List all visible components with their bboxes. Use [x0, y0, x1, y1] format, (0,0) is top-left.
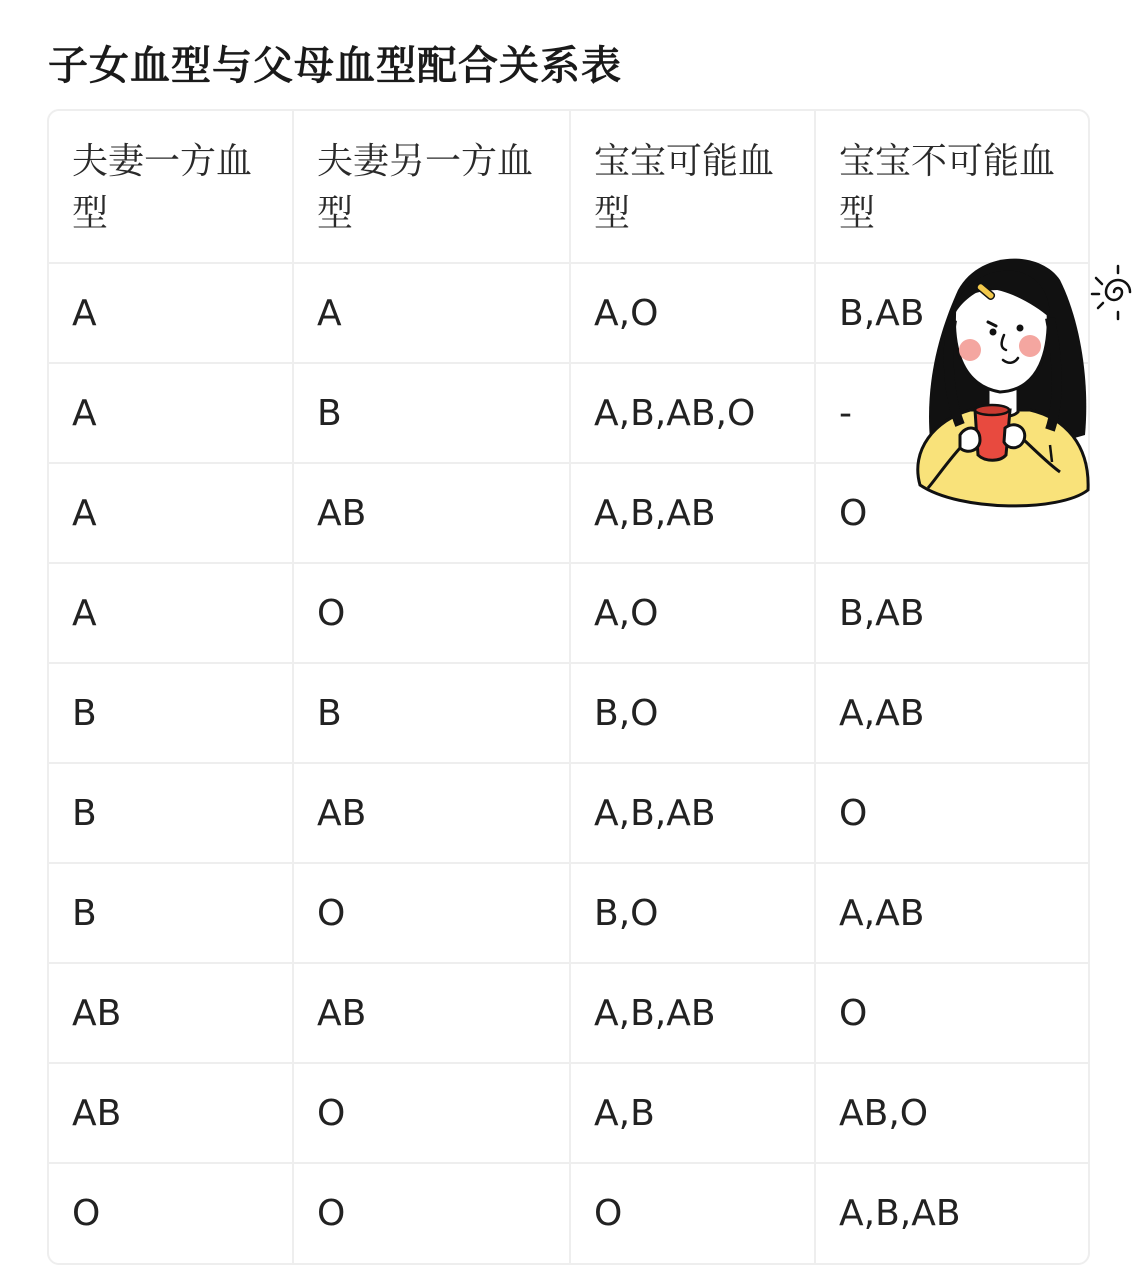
cell-parent-two: O [293, 1063, 570, 1163]
cell-possible: A,B,AB,O [570, 363, 815, 463]
cell-impossible: A,AB [815, 863, 1088, 963]
table-row [49, 463, 1088, 563]
cell-impossible: O [815, 463, 1088, 563]
table-row [49, 563, 1088, 663]
table-row [49, 363, 1088, 463]
header-parent-two: 夫妻另一方血型 [293, 111, 570, 263]
cell-impossible: - [815, 363, 1088, 463]
header-impossible-child: 宝宝不可能血型 [815, 111, 1088, 263]
blood-type-table-container [47, 109, 1090, 1265]
header-parent-one: 夫妻一方血型 [49, 111, 293, 263]
cell-parent-two: AB [293, 963, 570, 1063]
cell-parent-one: B [49, 863, 293, 963]
cell-parent-one: B [49, 663, 293, 763]
cell-parent-one: A [49, 263, 293, 363]
cell-impossible: A,AB [815, 663, 1088, 763]
cell-parent-one: A [49, 363, 293, 463]
cell-parent-one: AB [49, 963, 293, 1063]
dizzy-sparkle-icon [1088, 262, 1137, 322]
table-row [49, 1063, 1088, 1163]
cell-parent-two: B [293, 363, 570, 463]
cell-parent-one: A [49, 463, 293, 563]
cell-possible: O [570, 1163, 815, 1263]
page-title: 子女血型与父母血型配合关系表 [48, 43, 622, 89]
cell-parent-two: B [293, 663, 570, 763]
cell-possible: B,O [570, 663, 815, 763]
header-possible-child: 宝宝可能血型 [570, 111, 815, 263]
cell-parent-two: A [293, 263, 570, 363]
cell-impossible: O [815, 763, 1088, 863]
cell-parent-two: O [293, 1163, 570, 1263]
cell-parent-two: O [293, 563, 570, 663]
cell-parent-two: AB [293, 763, 570, 863]
cell-parent-one: B [49, 763, 293, 863]
cell-parent-one: O [49, 1163, 293, 1263]
table-row [49, 263, 1088, 363]
cell-possible: A,B,AB [570, 763, 815, 863]
table-row [49, 1163, 1088, 1263]
cell-impossible: O [815, 963, 1088, 1063]
table-row [49, 763, 1088, 863]
cell-possible: B,O [570, 863, 815, 963]
table-row [49, 863, 1088, 963]
cell-parent-two: AB [293, 463, 570, 563]
cell-impossible: A,B,AB [839, 1193, 961, 1234]
cell-possible: A,B,AB [570, 963, 815, 1063]
cell-parent-two: O [293, 863, 570, 963]
cell-impossible: AB,O [815, 1063, 1088, 1163]
cell-impossible: B,AB [815, 563, 1088, 663]
blood-type-table [49, 111, 1088, 1263]
cell-possible: A,O [570, 563, 815, 663]
cell-possible: A,O [570, 263, 815, 363]
table-row [49, 663, 1088, 763]
cell-possible: A,B [570, 1063, 815, 1163]
cell-possible: A,B,AB [570, 463, 815, 563]
table-row [49, 963, 1088, 1063]
cell-impossible: B,AB [815, 263, 1088, 363]
cell-parent-one: AB [49, 1063, 293, 1163]
table-header-row [49, 111, 1088, 263]
cell-parent-one: A [49, 563, 293, 663]
